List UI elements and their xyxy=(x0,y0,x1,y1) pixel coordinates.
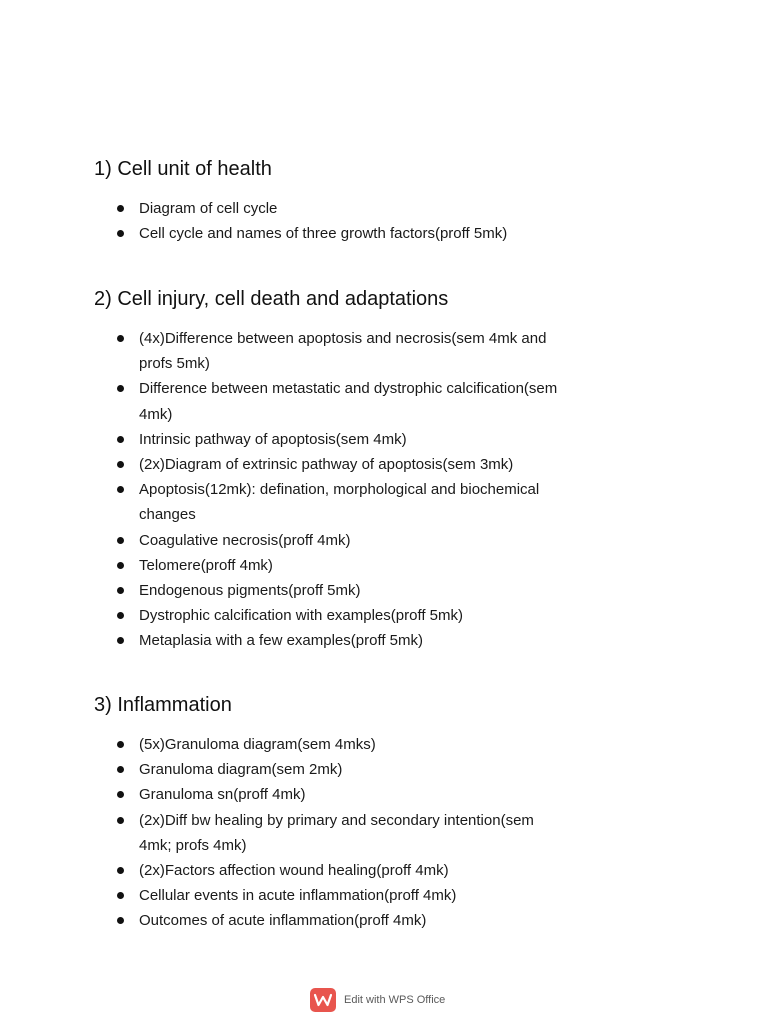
list-item: (2x)Diagram of extrinsic pathway of apoptosis(sem 3mk) xyxy=(115,452,570,477)
bullet-list xyxy=(115,196,570,246)
list-item: (5x)Granuloma diagram(sem 4mks) xyxy=(115,732,570,757)
list-item: Metaplasia with a few examples(proff 5mk) xyxy=(115,628,570,653)
section-cell-injury xyxy=(94,286,654,650)
list-item: (4x)Difference between apoptosis and necrosis(sem 4mk and profs 5mk) xyxy=(115,326,570,376)
list-item: Diagram of cell cycle xyxy=(115,196,570,221)
wps-office-logo-icon xyxy=(310,988,336,1012)
list-item: Apoptosis(12mk): defination, morphological and biochemical changes xyxy=(115,477,570,527)
list-item: Cellular events in acute inflammation(proff 4mk) xyxy=(115,883,570,908)
list-item: Intrinsic pathway of apoptosis(sem 4mk) xyxy=(115,427,570,452)
list-item: (2x)Factors affection wound healing(proff 4mk) xyxy=(115,858,570,883)
bullet-list xyxy=(115,732,570,934)
list-item: Telomere(proff 4mk) xyxy=(115,553,570,578)
list-item: (2x)Diff bw healing by primary and secondary intention(sem 4mk; profs 4mk) xyxy=(115,808,570,858)
edit-with-wps-office-link[interactable] xyxy=(310,987,445,1013)
section-heading: 1) Cell unit of health xyxy=(94,158,272,180)
section-inflammation xyxy=(94,692,654,930)
list-item: Endogenous pigments(proff 5mk) xyxy=(115,578,570,603)
list-item: Outcomes of acute inflammation(proff 4mk) xyxy=(115,908,570,933)
bullet-list xyxy=(115,326,570,654)
list-item: Difference between metastatic and dystrophic calcification(sem 4mk) xyxy=(115,376,570,426)
section-heading: 3) Inflammation xyxy=(94,694,232,716)
list-item: Cell cycle and names of three growth factors(proff 5mk) xyxy=(115,221,570,246)
list-item: Coagulative necrosis(proff 4mk) xyxy=(115,528,570,553)
wps-office-label: Edit with WPS Office xyxy=(344,994,446,1006)
section-heading: 2) Cell injury, cell death and adaptations xyxy=(94,288,449,310)
list-item: Dystrophic calcification with examples(proff 5mk) xyxy=(115,603,570,628)
list-item: Granuloma sn(proff 4mk) xyxy=(115,782,570,807)
section-cell-unit-of-health xyxy=(94,156,654,243)
list-item: Granuloma diagram(sem 2mk) xyxy=(115,757,570,782)
